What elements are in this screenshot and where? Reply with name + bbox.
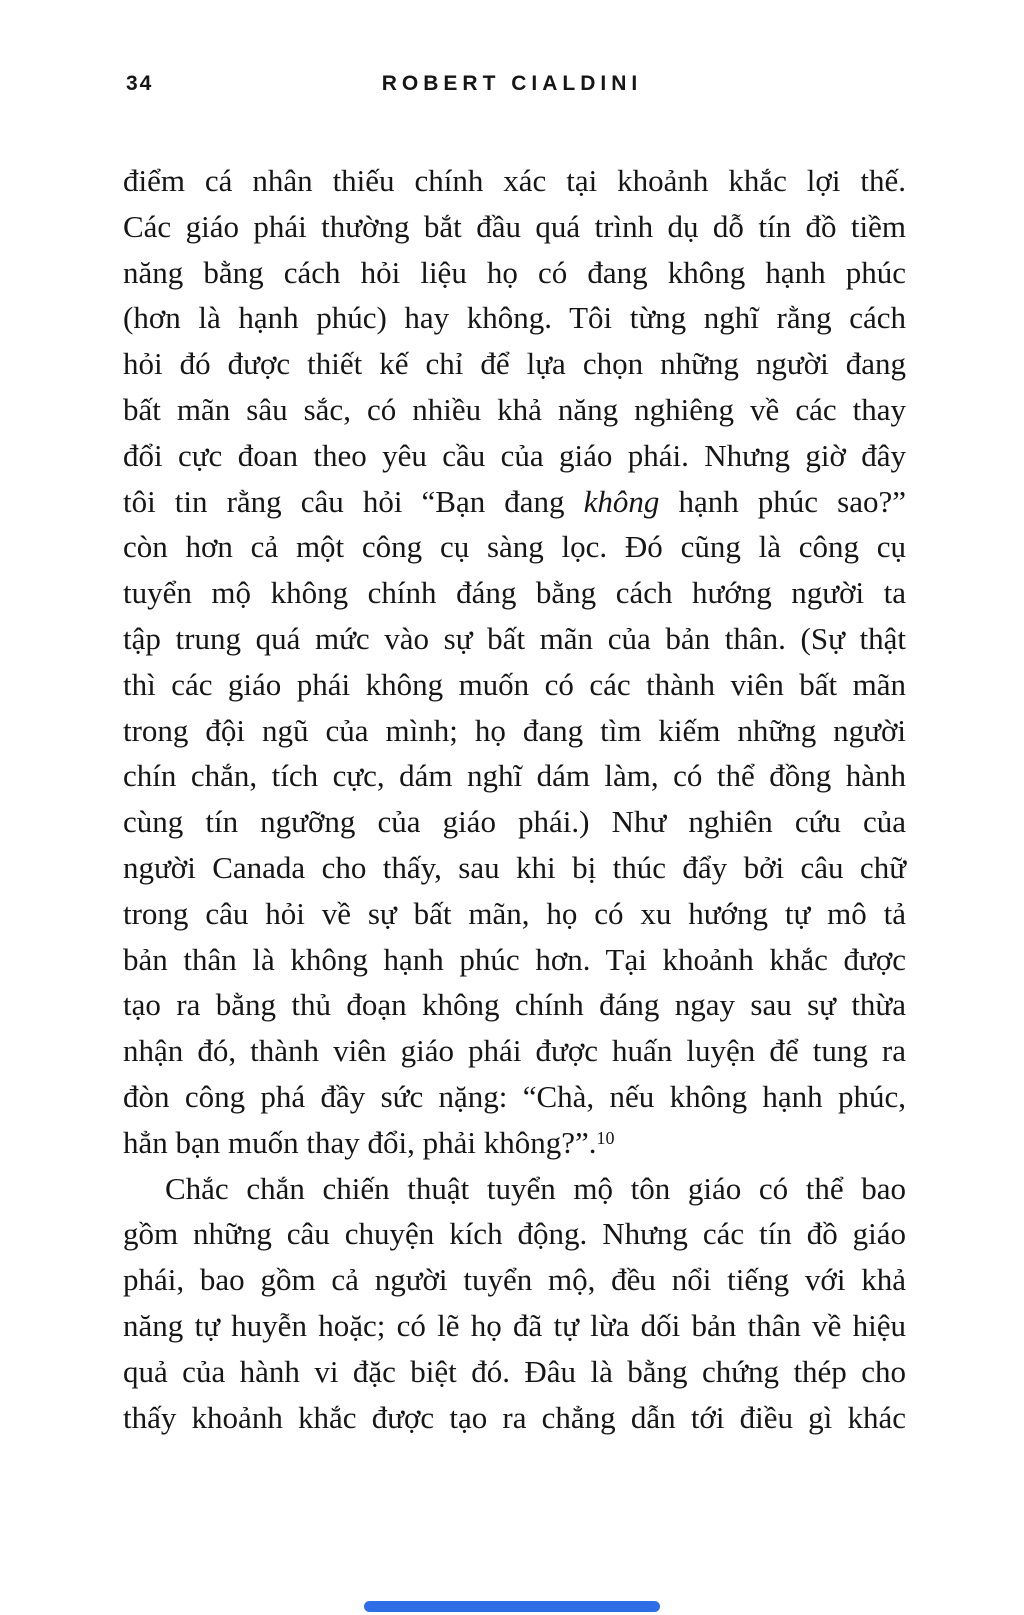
text-line: bất mãn sâu sắc, có nhiều khả năng nghiêng về các thay bbox=[123, 391, 906, 427]
text-line: phái, bao gồm cả người tuyển mộ, đều nổi tiếng với khả bbox=[123, 1262, 906, 1298]
text-line: quả của hành vi đặc biệt đó. Đâu là bằng chứng thép cho bbox=[123, 1353, 906, 1389]
text-line: điểm cá nhân thiếu chính xác tại khoảnh khắc lợi thế. bbox=[123, 163, 906, 198]
text-line: tạo ra bằng thủ đoạn không chính đáng ngay sau sự thừa bbox=[123, 987, 906, 1023]
text-line: bản thân là không hạnh phúc hơn. Tại khoảnh khắc được bbox=[123, 941, 906, 977]
text-line: tôi tin rằng câu hỏi “Bạn đang không hạnh phúc sao?” bbox=[123, 483, 906, 519]
text-line: năng tự huyễn hoặc; có lẽ họ đã tự lừa dối bản thân về hiệu bbox=[123, 1307, 906, 1343]
text-line: thì các giáo phái không muốn có các thành viên bất mãn bbox=[123, 666, 906, 702]
text-line: năng bằng cách hỏi liệu họ có đang không hạnh phúc bbox=[123, 254, 906, 290]
text-line: (hơn là hạnh phúc) hay không. Tôi từng nghĩ rằng cách bbox=[123, 300, 906, 336]
text-line: đổi cực đoan theo yêu cầu của giáo phái. Nhưng giờ đây bbox=[123, 437, 906, 473]
text-line: gồm những câu chuyện kích động. Nhưng các tín đồ giáo bbox=[123, 1216, 906, 1252]
home-indicator-bar[interactable] bbox=[364, 1601, 660, 1612]
paragraph bbox=[123, 158, 906, 1166]
text-line: thấy khoảnh khắc được tạo ra chẳng dẫn tới điều gì khác bbox=[123, 1399, 906, 1435]
text-line: trong câu hỏi về sự bất mãn, họ có xu hướng tự mô tả bbox=[123, 895, 906, 931]
running-header bbox=[0, 72, 1024, 102]
text-line: người Canada cho thấy, sau khi bị thúc đẩy bởi câu chữ bbox=[123, 849, 906, 885]
text-line: đòn công phá đầy sức nặng: “Chà, nếu không hạnh phúc, bbox=[123, 1078, 906, 1114]
text-line: cùng tín ngưỡng của giáo phái.) Như nghiên cứu của bbox=[123, 804, 906, 840]
body-text bbox=[123, 158, 906, 1440]
text-line: hẳn bạn muốn thay đổi, phải không?”.$^{10}$ bbox=[123, 1124, 615, 1160]
text-line: nhận đó, thành viên giáo phái được huấn luyện để tung ra bbox=[123, 1033, 906, 1069]
text-line: Chắc chắn chiến thuật tuyển mộ tôn giáo có thể bao bbox=[165, 1170, 906, 1206]
page-number: 34 bbox=[126, 72, 154, 95]
text-line: hỏi đó được thiết kế chỉ để lựa chọn những người đang bbox=[123, 346, 906, 382]
text-line: còn hơn cả một công cụ sàng lọc. Đó cũng là công cụ bbox=[123, 529, 906, 565]
text-line: tuyển mộ không chính đáng bằng cách hướng người ta bbox=[123, 575, 906, 611]
paragraph bbox=[123, 1166, 906, 1441]
text-line: chín chắn, tích cực, dám nghĩ dám làm, có thể đồng hành bbox=[123, 758, 906, 794]
running-header-title: ROBERT CIALDINI bbox=[381, 72, 643, 95]
text-line: tập trung quá mức vào sự bất mãn của bản thân. (Sự thật bbox=[123, 620, 906, 656]
text-line: Các giáo phái thường bắt đầu quá trình dụ dỗ tín đồ tiềm bbox=[123, 208, 906, 244]
text-line: trong đội ngũ của mình; họ đang tìm kiếm những người bbox=[123, 712, 906, 748]
